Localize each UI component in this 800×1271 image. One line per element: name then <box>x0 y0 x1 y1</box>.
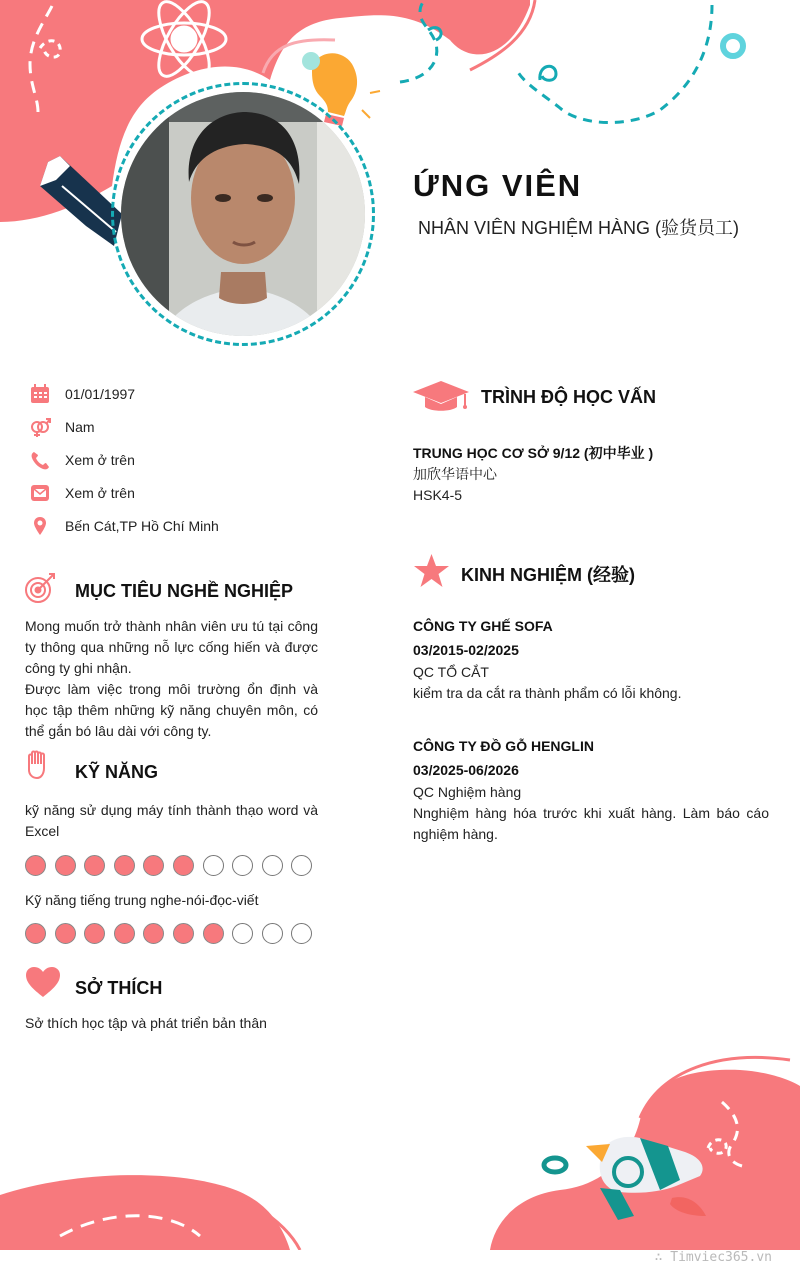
hobbies-text: Sở thích học tập và phát triển bản thân <box>25 1015 267 1031</box>
experience-period: 03/2025-06/2026 <box>413 762 519 778</box>
education-degree: TRUNG HỌC CƠ SỞ 9/12 (初中毕业 ) <box>413 445 654 461</box>
portrait-image <box>121 92 365 336</box>
education-school: 加欣华语中心 <box>413 466 497 482</box>
objective-text <box>25 616 318 742</box>
rating-dot-empty <box>291 923 312 944</box>
email-icon <box>29 482 51 504</box>
email-text: Xem ở trên <box>65 485 135 501</box>
candidate-position: NHÂN VIÊN NGHIỆM HÀNG (验货员工) <box>418 218 740 238</box>
contact-location <box>29 515 219 537</box>
rating-dot-filled <box>84 923 105 944</box>
experience-role: QC Nghiệm hàng <box>413 784 522 800</box>
experience-entry <box>413 736 769 845</box>
location-icon <box>29 515 51 537</box>
calendar-icon <box>29 383 51 405</box>
education-entry <box>413 443 769 506</box>
rating-dot-filled <box>55 855 76 876</box>
avatar <box>121 92 365 336</box>
target-icon <box>24 571 58 605</box>
rating-dot-filled <box>173 923 194 944</box>
rating-dot-filled <box>84 855 105 876</box>
experience-title: KINH NGHIỆM (经验) <box>461 565 635 585</box>
graduation-cap-icon <box>413 378 469 414</box>
rating-dot-empty <box>232 923 253 944</box>
skill-rating <box>25 923 321 944</box>
contact-phone <box>29 449 135 471</box>
skill-name: Kỹ năng tiếng trung nghe-nói-đọc-viết <box>25 892 259 908</box>
candidate-name: ỨNG VIÊN <box>413 168 583 203</box>
experience-period: 03/2015-02/2025 <box>413 642 519 658</box>
gender-icon <box>29 416 51 438</box>
heart-icon <box>25 966 61 998</box>
rating-dot-empty <box>203 855 224 876</box>
gender-text: Nam <box>65 419 95 435</box>
watermark: ∴ Timviec365.vn <box>654 1250 772 1265</box>
rating-dot-empty <box>262 855 283 876</box>
objective-line: Mong muốn trở thành nhân viên ưu tú tại công ty thông qua những nỗ lực cống hiến và được công ty ghi nhận. <box>25 618 318 676</box>
rating-dot-filled <box>143 923 164 944</box>
education-detail: HSK4-5 <box>413 487 463 503</box>
rating-dot-filled <box>114 855 135 876</box>
experience-entry <box>413 616 769 704</box>
location-text: Bến Cát,TP Hồ Chí Minh <box>65 518 219 534</box>
contact-gender <box>29 416 95 438</box>
avatar-frame <box>111 82 375 346</box>
rating-dot-filled <box>203 923 224 944</box>
experience-company: CÔNG TY ĐỒ GỖ HENGLIN <box>413 738 594 754</box>
phone-text: Xem ở trên <box>65 452 135 468</box>
contact-dob <box>29 383 135 405</box>
footer-decoration <box>0 1040 800 1250</box>
star-icon <box>413 553 450 588</box>
rating-dot-filled <box>25 923 46 944</box>
skills-title: KỸ NĂNG <box>75 762 159 782</box>
experience-role: QC TỔ CẮT <box>413 664 489 680</box>
rating-dot-filled <box>55 923 76 944</box>
rating-dot-filled <box>25 855 46 876</box>
rating-dot-filled <box>143 855 164 876</box>
hobbies-title: SỞ THÍCH <box>75 978 163 998</box>
objective-title: MỤC TIÊU NGHỀ NGHIỆP <box>75 581 294 601</box>
experience-desc: Nnghiệm hàng hóa trước khi xuất hàng. Làm báo cáo nghiệm hàng. <box>413 805 769 842</box>
objective-line: Được làm việc trong môi trường ổn định và học tập thêm những kỹ năng chuyên môn, có thể gắn bó lâu dài với công ty. <box>25 681 318 739</box>
rating-dot-filled <box>114 923 135 944</box>
rating-dot-empty <box>291 855 312 876</box>
dob-text: 01/01/1997 <box>65 386 136 402</box>
experience-company: CÔNG TY GHẾ SOFA <box>413 618 553 634</box>
education-title: TRÌNH ĐỘ HỌC VẤN <box>481 387 656 407</box>
rating-dot-empty <box>232 855 253 876</box>
skill-name: kỹ năng sử dụng máy tính thành thạo word và Excel <box>25 802 318 839</box>
rating-dot-empty <box>262 923 283 944</box>
phone-icon <box>29 449 51 471</box>
experience-desc: kiểm tra da cắt ra thành phẩm có lỗi không. <box>413 685 682 701</box>
hand-icon <box>25 750 49 782</box>
rating-dot-filled <box>173 855 194 876</box>
contact-email <box>29 482 135 504</box>
skill-rating <box>25 855 321 876</box>
